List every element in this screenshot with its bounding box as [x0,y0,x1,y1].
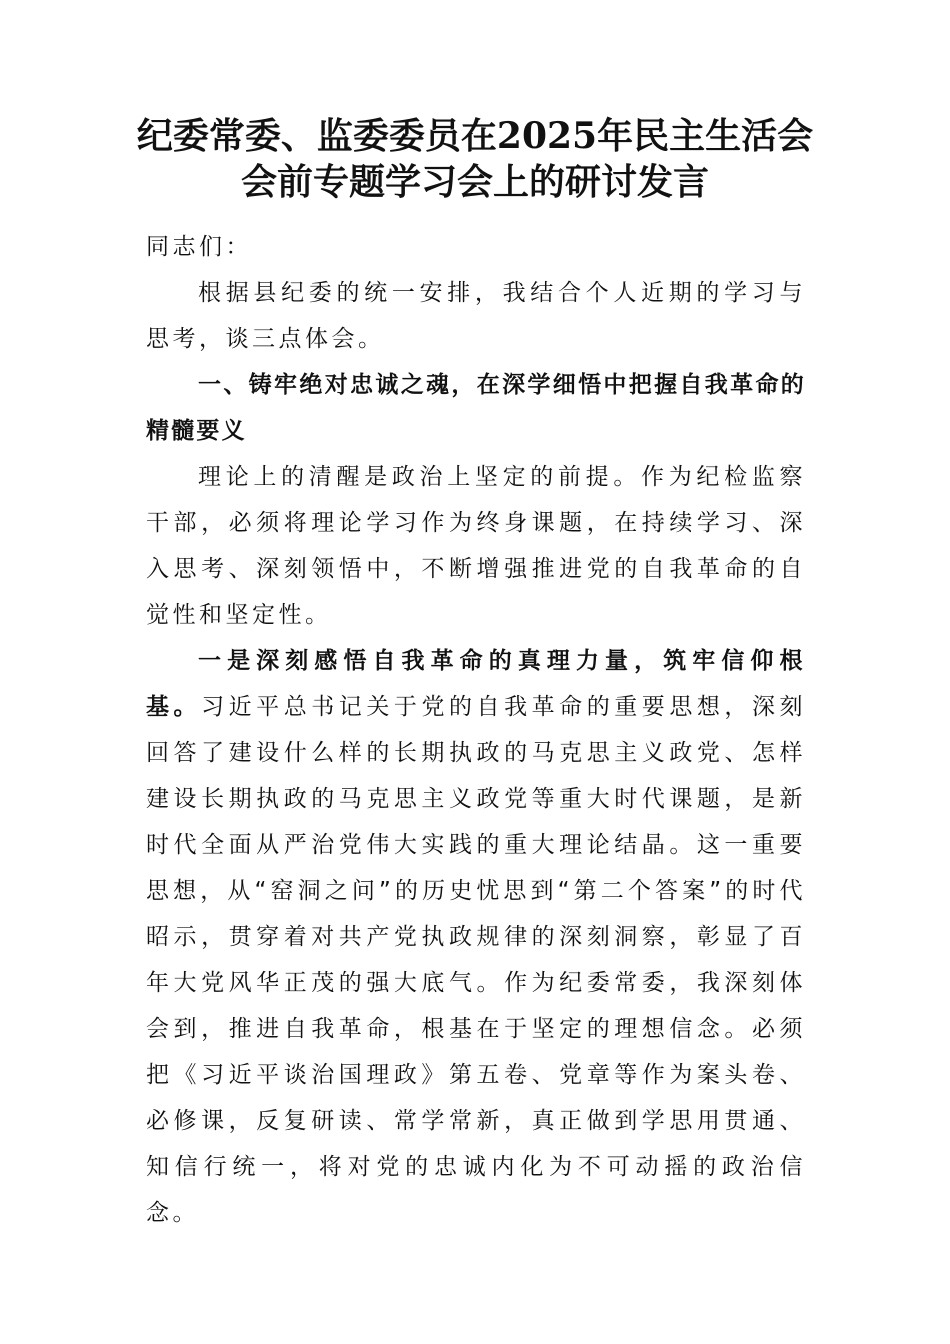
salutation: 同志们： [146,234,252,260]
document-title-line-2: 会前专题学习会上的研讨发言 [240,161,709,203]
point-1-body-text: 习近平总书记关于党的自我革命的重要思想，深刻回答了建设什么样的长期执政的马克思主义政党、怎样建设长期执政的马克思主义政党等重大时代课题，是新时代全面从严治党伟大实践的重大理论结晶。这一重要思想，从“窑洞之问”的历史忧思到“第二个答案”的时代昭示，贯穿着对共产党执政规律的深刻洞察，彰显了百年大党风华正茂的强大底气。作为纪委常委，我深刻体会到，推进自我革命，根基在于坚定的理想信念。必须把《习近平谈治国理政》第五卷、党章等作为案头卷、必修课，反复研读、常学常新，真正做到学思用贯通、知信行统一，将对党的忠诚内化为不可动摇的政治信念。 [146,694,807,1226]
section-1-point-1 [146,638,806,1236]
intro-paragraph: 根据县纪委的统一安排，我结合个人近期的学习与思考，谈三点体会。 [146,280,806,352]
section-heading-1: 一、铸牢绝对忠诚之魂，在深学细悟中把握自我革命的精髓要义 [146,372,806,444]
document-title-line-1: 纪委常委、监委委员在2025年民主生活会 [136,115,814,157]
point-1-lead-sentence: 一是深刻感悟自我革命的真理力量，筑牢信仰根基。 [146,648,806,720]
document-body [146,224,806,1236]
section-1-paragraph-1: 理论上的清醒是政治上坚定的前提。作为纪检监察干部，必须将理论学习作为终身课题，在持续学习、深入思考、深刻领悟中，不断增强推进党的自我革命的自觉性和坚定性。 [146,464,806,628]
